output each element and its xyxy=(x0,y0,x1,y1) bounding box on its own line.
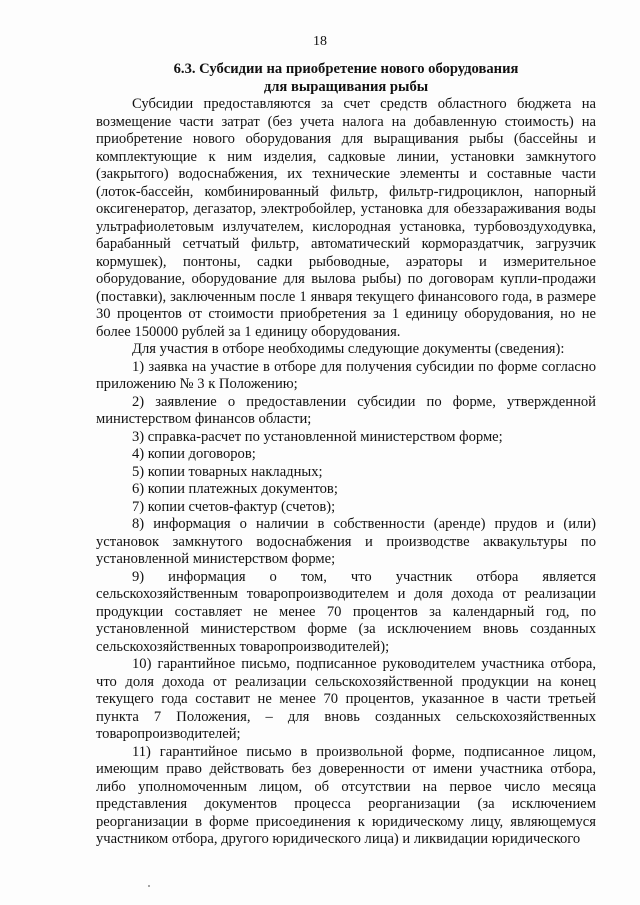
list-item-5: 5) копии товарных накладных; xyxy=(132,463,323,480)
list-item-4: 4) копии договоров; xyxy=(132,446,256,462)
scan-speck xyxy=(148,885,150,887)
list-item-9: 9) информация о том, что участник отбора является сельскохозяйственным товаропроизводителем и доля дохода от реализации продукции составляет не менее 70 процентов за календарный год, по установленной министерством форме (за исключением вновь созданных сельскохозяйственных товаропроизводителей); xyxy=(96,568,596,655)
list-item-2: 2) заявление о предоставлении субсидии по форме, утвержденной министерством финансов области; xyxy=(96,393,596,427)
list-item-3: 3) справка-расчет по установленной министерством форме; xyxy=(132,428,503,445)
paragraph-documents-intro: Для участия в отборе необходимы следующие документы (сведения): xyxy=(132,341,565,357)
list-item-1: 1) заявка на участие в отборе для получения субсидии по форме согласно приложению № 3 к Положению; xyxy=(96,358,596,392)
section-heading xyxy=(96,61,596,96)
list-item-11: 11) гарантийное письмо в произвольной форме, подписанное лицом, имеющим право действовать без доверенности от имени участника отбора, либо уполномоченным лицом, об отсутствии на первое число месяца представления документов процесса реорганизации (за исключением реорганизации в форме присоединения к юридическому лицу, являющемуся участником отбора, другого юридического лица) и ликвидации юридического xyxy=(96,743,596,847)
list-item-7: 7) копии счетов-фактур (счетов); xyxy=(132,498,336,515)
section-heading-line-1: 6.3. Субсидии на приобретение нового оборудования xyxy=(173,61,519,77)
list-item-8: 8) информация о наличии в собственности (аренде) прудов и (или) установок замкнутого водоснабжения и производстве аквакультуры по установленной министерством форме; xyxy=(96,516,596,567)
list-item-10: 10) гарантийное письмо, подписанное руководителем участника отбора, что доля дохода от реализации сельскохозяйственной продукции на конец текущего года составит не менее 70 процентов, указанное в части третьей пункта 7 Положения, – для вновь созданных сельскохозяйственных товаропроизводителей; xyxy=(96,656,596,742)
list-item-6: 6) копии платежных документов; xyxy=(132,481,338,497)
section-heading-line-2: для выращивания рыбы xyxy=(263,78,429,95)
paragraph-subsidy-description: Субсидии предоставляются за счет средств областного бюджета на возмещение части затрат (без учета налога на добавленную стоимость) на приобретение нового оборудования для выращивания рыбы (бассейны и комплектующие к ним изделия, садковые линии, установки замкнутого (закрытого) водоснабжения, их технические элементы и составные части (лоток-бассейн, комбинированный фильтр, фильтр-гидроциклон, напорный оксигенератор, дегазатор, электробойлер, установка для обеззараживания воды ультрафиолетовым излучателем, кислородная установка, турбовоздуходувка, барабанный сетчатый фильтр, автоматический кормораздатчик, загрузчик кормушек), понтоны, садки рыбоводные, аэраторы и измерительное оборудование, оборудование для вылова рыбы) по договорам купли-продажи (поставки), заключенным после 1 января текущего финансового года, в размере 30 процентов от стоимости приобретения за 1 единицу оборудования, но не более 150000 рублей за 1 единицу оборудования. xyxy=(96,96,596,340)
body-text xyxy=(96,96,596,849)
page-number: 18 xyxy=(313,34,327,49)
